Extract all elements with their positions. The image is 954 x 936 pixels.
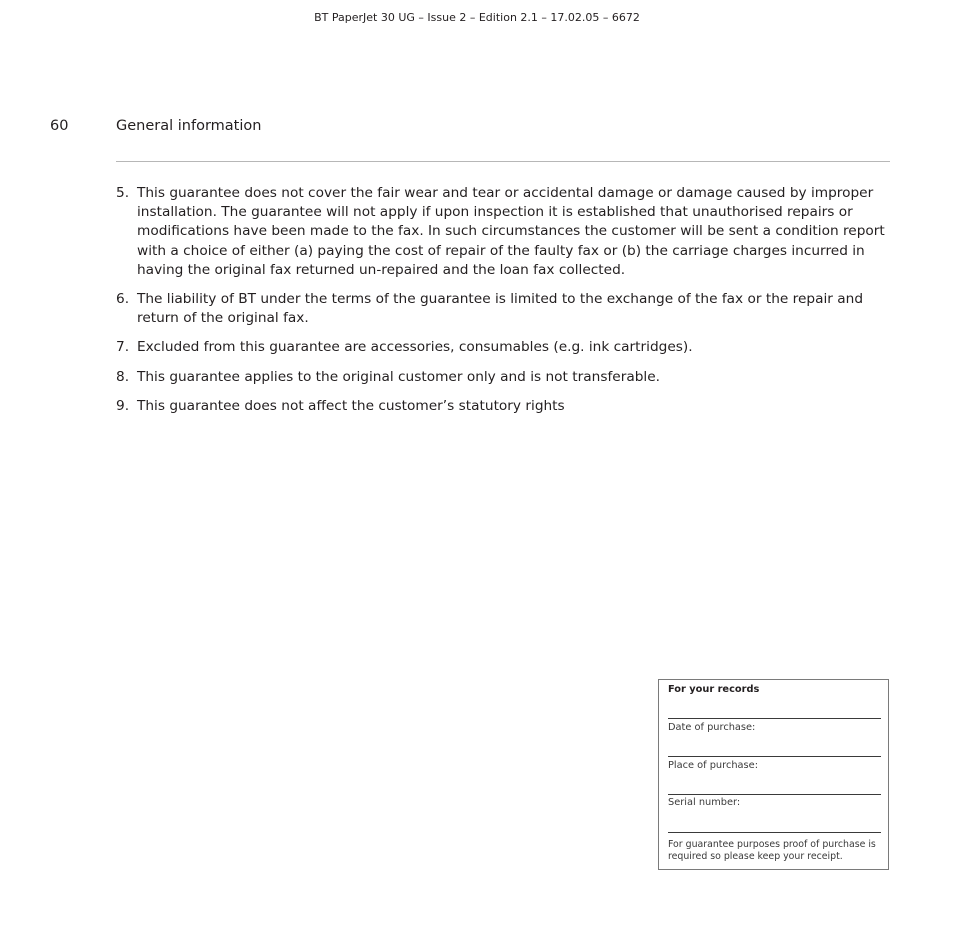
clause-number: 7. [116,339,130,356]
date-of-purchase-label: Date of purchase: [668,722,756,733]
section-title: General information [116,118,262,134]
running-header: BT PaperJet 30 UG – Issue 2 – Edition 2.1 – 17.02.05 – 6672 [314,11,640,24]
clause-6 [116,290,888,328]
page-number: 60 [50,118,69,134]
clause-7 [116,338,888,357]
clause-8 [116,368,888,387]
guarantee-clause-list [116,184,888,426]
clause-9 [116,397,888,416]
records-entry-line [668,718,881,719]
header-divider [116,161,890,162]
clause-text: Excluded from this guarantee are accessories, consumables (e.g. ink cartridges). [137,339,693,356]
clause-number: 5. [116,185,130,201]
clause-text: This guarantee does not cover the fair wear and tear or accidental damage or damage caused by improper installation. The guarantee will not apply if upon inspection it is established that unauthorised repairs or modifications have been made to the fax. In such circumstances the customer will be sent a condition report with a choice of either (a) paying the cost of repair of the faulty fax or (b) the carriage charges incurred in having the original fax returned un-repaired and the loan fax collected. [137,185,885,278]
place-of-purchase-line [668,794,881,795]
clause-text: This guarantee does not affect the customer’s statutory rights [137,397,565,414]
clause-5 [116,184,888,280]
place-of-purchase-label: Place of purchase: [668,760,758,771]
date-of-purchase-line [668,756,881,757]
records-title: For your records [668,684,760,695]
clause-text: This guarantee applies to the original customer only and is not transferable. [137,368,660,385]
proof-of-purchase-note: For guarantee purposes proof of purchase is required so please keep your receipt. [668,839,876,862]
serial-number-label: Serial number: [668,797,741,808]
clause-number: 6. [116,291,130,308]
clause-number: 9. [116,397,130,414]
clause-text: The liability of BT under the terms of the guarantee is limited to the exchange of the fax or the repair and return of the original fax. [137,291,864,327]
records-box [658,679,889,870]
serial-number-line [668,832,881,833]
clause-number: 8. [116,368,130,385]
